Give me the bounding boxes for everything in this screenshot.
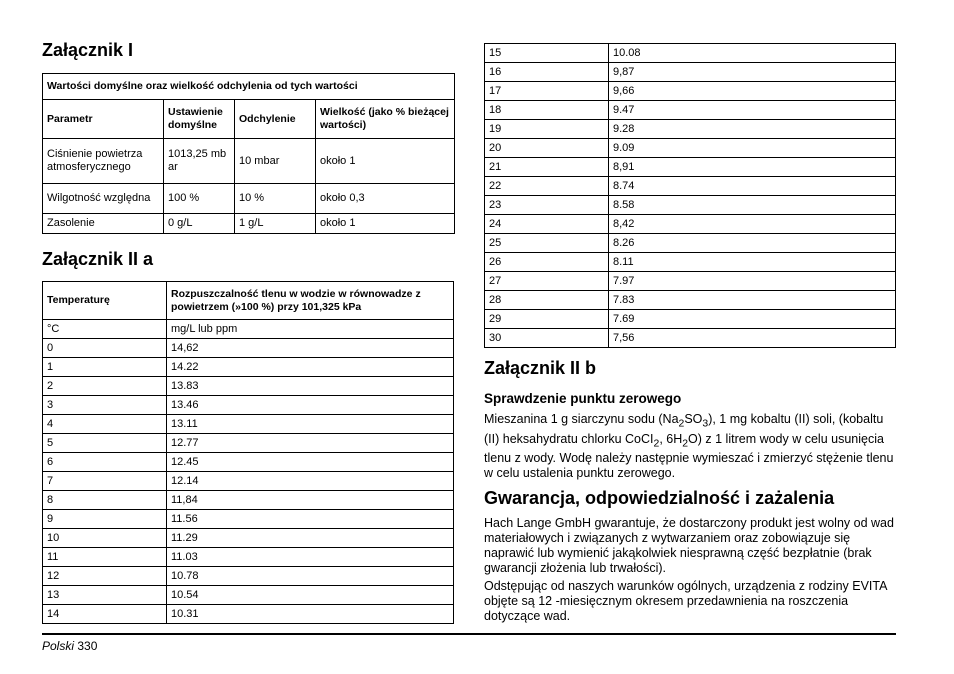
table-cell: 7.97 bbox=[609, 272, 896, 291]
header-cell: Wielkość (jako % bieżącej wartości) bbox=[316, 100, 455, 139]
table-row bbox=[43, 415, 454, 434]
table-cell: 21 bbox=[485, 158, 609, 177]
table-row bbox=[485, 272, 896, 291]
page-number: 330 bbox=[77, 639, 98, 653]
table-row bbox=[43, 472, 454, 491]
table-cell: 7.69 bbox=[609, 310, 896, 329]
table-cell: 7.83 bbox=[609, 291, 896, 310]
table-row bbox=[43, 586, 454, 605]
warranty-paragraph-1: Hach Lange GmbH gwarantuje, że dostarczony produkt jest wolny od wad materiałowych i związanych z wytwarzaniem oraz zobowiązuje się naprawić lub wymienić jakąkolwiek niesprawną część bezpłatnie (brak gwarancji złożenia lub trwałości). bbox=[484, 516, 894, 575]
table-cell: 26 bbox=[485, 253, 609, 272]
table-cell: 8.58 bbox=[609, 196, 896, 215]
table-cell: 10 % bbox=[235, 184, 316, 214]
table-cell: 14,62 bbox=[167, 339, 454, 358]
table-cell: 30 bbox=[485, 329, 609, 348]
table-cell: 10.54 bbox=[167, 586, 454, 605]
table-row bbox=[485, 82, 896, 101]
zero-point-subtitle: Sprawdzenie punktu zerowego bbox=[484, 391, 682, 406]
table-cell: 9.28 bbox=[609, 120, 896, 139]
table-cell: 25 bbox=[485, 234, 609, 253]
table-cell: 20 bbox=[485, 139, 609, 158]
annex2b-title: Załącznik II b bbox=[484, 358, 597, 378]
table-cell: 10.31 bbox=[167, 605, 454, 624]
table-cell: 19 bbox=[485, 120, 609, 139]
table-cell: 2 bbox=[43, 377, 167, 396]
table-row bbox=[485, 196, 896, 215]
table-caption: Wartości domyślne oraz wielkość odchylenia od tych wartości bbox=[43, 74, 455, 100]
table-cell: 13.46 bbox=[167, 396, 454, 415]
header-cell: Odchylenie bbox=[235, 100, 316, 139]
annex2a-title: Załącznik II a bbox=[42, 249, 154, 269]
table-cell: 1013,25 mb ar bbox=[164, 139, 235, 184]
table-cell: 16 bbox=[485, 63, 609, 82]
table-cell: 11.03 bbox=[167, 548, 454, 567]
table-cell: 8 bbox=[43, 491, 167, 510]
table-cell: 9 bbox=[43, 510, 167, 529]
table-cell: około 1 bbox=[316, 139, 455, 184]
table-cell: 29 bbox=[485, 310, 609, 329]
table-row bbox=[485, 291, 896, 310]
table-cell: około 1 bbox=[316, 214, 455, 234]
table-cell: 24 bbox=[485, 215, 609, 234]
table-cell: 4 bbox=[43, 415, 167, 434]
header-cell: Rozpuszczalność tlenu w wodzie w równowadze z powietrzem (»100 %) przy 101,325 kPa bbox=[167, 282, 454, 320]
table-row bbox=[43, 605, 454, 624]
header-cell: Ustawienie domyślne bbox=[164, 100, 235, 139]
table-cell: 10 bbox=[43, 529, 167, 548]
table-cell: 23 bbox=[485, 196, 609, 215]
table-cell: 8,91 bbox=[609, 158, 896, 177]
table-cell: 7,56 bbox=[609, 329, 896, 348]
table-row bbox=[485, 101, 896, 120]
table-row bbox=[43, 548, 454, 567]
table-cell: 10 mbar bbox=[235, 139, 316, 184]
table-cell: 3 bbox=[43, 396, 167, 415]
table-cell: Wilgotność względna bbox=[43, 184, 164, 214]
table-row bbox=[485, 253, 896, 272]
table-cell: 28 bbox=[485, 291, 609, 310]
table-row bbox=[43, 139, 455, 184]
table-cell: 14 bbox=[43, 605, 167, 624]
table-row bbox=[485, 234, 896, 253]
table-cell: 10.78 bbox=[167, 567, 454, 586]
footer bbox=[42, 639, 97, 653]
table-cell: 8.74 bbox=[609, 177, 896, 196]
table-row bbox=[43, 529, 454, 548]
table-cell: 27 bbox=[485, 272, 609, 291]
table-cell: 9.09 bbox=[609, 139, 896, 158]
table-cell: 15 bbox=[485, 44, 609, 63]
header-cell: Parametr bbox=[43, 100, 164, 139]
table-cell: 13.83 bbox=[167, 377, 454, 396]
table-row bbox=[43, 214, 455, 234]
table-row bbox=[485, 120, 896, 139]
table-cell: 13 bbox=[43, 586, 167, 605]
table-row bbox=[485, 44, 896, 63]
table-cell: 8.11 bbox=[609, 253, 896, 272]
table-cell: 12.77 bbox=[167, 434, 454, 453]
table-cell: 9,87 bbox=[609, 63, 896, 82]
table-cell: 17 bbox=[485, 82, 609, 101]
default-values-table bbox=[42, 73, 455, 234]
table-row bbox=[485, 158, 896, 177]
table-cell: 6 bbox=[43, 453, 167, 472]
oxygen-solubility-table-right bbox=[484, 43, 896, 348]
table-cell: 0 bbox=[43, 339, 167, 358]
footer-rule bbox=[42, 633, 896, 635]
table-row bbox=[43, 491, 454, 510]
table-cell: 5 bbox=[43, 434, 167, 453]
table-row bbox=[485, 329, 896, 348]
table-cell: 11 bbox=[43, 548, 167, 567]
table-row bbox=[43, 510, 454, 529]
table-cell: 1 bbox=[43, 358, 167, 377]
table-row bbox=[43, 396, 454, 415]
table-cell: 8,42 bbox=[609, 215, 896, 234]
annex1-title: Załącznik I bbox=[42, 40, 134, 60]
table-row bbox=[43, 377, 454, 396]
table-cell: 14.22 bbox=[167, 358, 454, 377]
header-cell: Temperaturę bbox=[43, 282, 167, 320]
zero-point-paragraph: Mieszanina 1 g siarczynu sodu $(Na_2SO_3)$, 1 mg kobaltu (II) soli, (kobaltu (II) heksahydratu chlorku CoCI$_2$, $6H_2O$) z 1 litrem wody w celu usunięcia tlenu z wody. Wodę należy następnie wymieszać i zmierzyć stężenie tlenu w celu ustalenia punktu zerowego. bbox=[484, 412, 894, 480]
table-row bbox=[485, 63, 896, 82]
table-row bbox=[485, 139, 896, 158]
table-cell: około 0,3 bbox=[316, 184, 455, 214]
table-cell: 11.29 bbox=[167, 529, 454, 548]
oxygen-solubility-table-left bbox=[42, 281, 454, 624]
table-cell: 11,84 bbox=[167, 491, 454, 510]
table-row bbox=[43, 184, 455, 214]
table-row bbox=[43, 434, 454, 453]
table-cell: 100 % bbox=[164, 184, 235, 214]
table-cell: °C bbox=[43, 320, 167, 339]
table-row bbox=[485, 310, 896, 329]
table-row bbox=[43, 567, 454, 586]
table-cell: 8.26 bbox=[609, 234, 896, 253]
table-cell: 7 bbox=[43, 472, 167, 491]
table-cell: 12.14 bbox=[167, 472, 454, 491]
table-cell: Zasolenie bbox=[43, 214, 164, 234]
table-cell: 0 g/L bbox=[164, 214, 235, 234]
table-row bbox=[485, 177, 896, 196]
table-cell: 9,66 bbox=[609, 82, 896, 101]
table-cell: 13.11 bbox=[167, 415, 454, 434]
warranty-title: Gwarancja, odpowiedzialność i zażalenia bbox=[484, 488, 835, 508]
table-cell: mg/L lub ppm bbox=[167, 320, 454, 339]
table-cell: 9.47 bbox=[609, 101, 896, 120]
table-row bbox=[43, 320, 454, 339]
table-cell: 18 bbox=[485, 101, 609, 120]
table-row bbox=[43, 339, 454, 358]
table-cell: Ciśnienie powietrza atmosferycznego bbox=[43, 139, 164, 184]
table-cell: 10.08 bbox=[609, 44, 896, 63]
table-cell: 12 bbox=[43, 567, 167, 586]
table-row bbox=[43, 453, 454, 472]
warranty-paragraph-2: Odstępując od naszych warunków ogólnych, urządzenia z rodziny EVITA objęte są 12 -miesięcznym okresem przedawnienia na roszczenia dotyczące wad. bbox=[484, 579, 887, 623]
table-cell: 1 g/L bbox=[235, 214, 316, 234]
table-cell: 11.56 bbox=[167, 510, 454, 529]
footer-language: Polski bbox=[42, 639, 75, 653]
table-cell: 12.45 bbox=[167, 453, 454, 472]
table-cell: 22 bbox=[485, 177, 609, 196]
table-row bbox=[43, 358, 454, 377]
table-row bbox=[485, 215, 896, 234]
